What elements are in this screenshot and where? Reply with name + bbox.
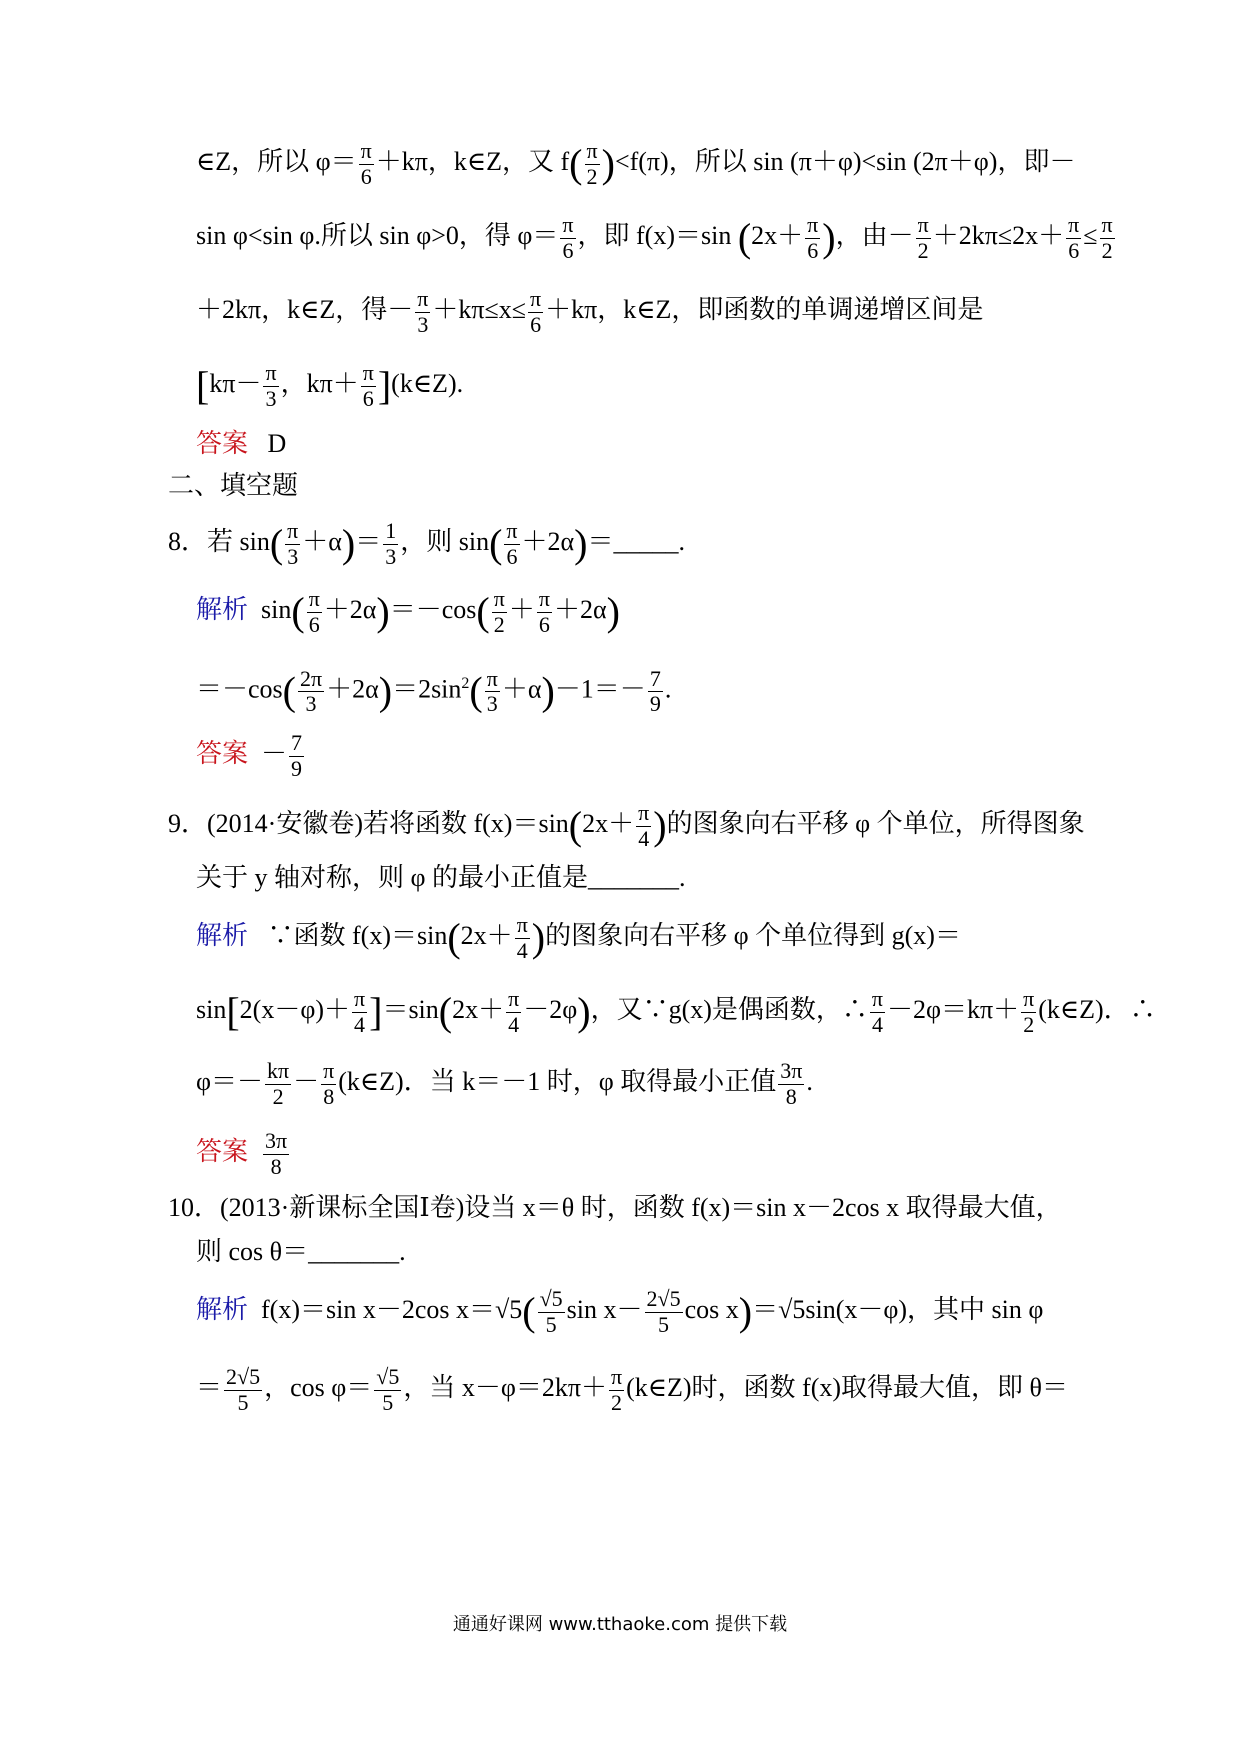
solution-8-line-1: 解析 sin( $\frac{\pi}{6}$ ＋2α)＝－cos( $\frac{\pi}{2}$ ＋ $\frac{\pi}{6}$ ＋2α): [196, 586, 620, 637]
solution-line-1: ∈Z，所以 φ＝ $\frac{\pi}{6}$ ＋kπ，k∈Z，又 f( $\frac{\pi}{2}$ )<f(π)，所以 sin (π＋φ)<sin (2π＋φ)，即－: [196, 138, 1076, 189]
solution-line-4: [kπ－ $\frac{\pi}{3}$ ，kπ＋ $\frac{\pi}{6}$ ](k∈Z).: [196, 360, 464, 411]
solution-10-line-1: 解析 f(x)＝sin x－2cos x＝√5( $\frac{√5}{5}$ sin x－ $\frac{2√5}{5}$ cos x)＝√5sin(x－φ)，其中 sin φ: [196, 1286, 1044, 1337]
page-footer: 通通好课网 www.tthaoke.com 提供下载: [452, 1614, 788, 1635]
solution-9-line-3: φ＝－ $\frac{k\pi}{2}$ － $\frac{\pi}{8}$ (k∈Z)．当 k＝－1 时，φ 取得最小正值 $\frac{3\pi}{8}$ .: [196, 1058, 813, 1109]
solution-10-line-2: ＝ $\frac{2√5}{5}$ ，cos φ＝ $\frac{√5}{5}$ ，当 x－φ＝2kπ＋ $\frac{\pi}{2}$ (k∈Z)时，函数 f(x)取得最大值，即 θ＝: [196, 1364, 1068, 1415]
solution-line-3: ＋2kπ，k∈Z，得－ $\frac{\pi}{3}$ ＋kπ≤x≤ $\frac{\pi}{6}$ ＋kπ，k∈Z，即函数的单调递增区间是: [196, 286, 984, 337]
answer-label: 答案: [196, 739, 249, 768]
question-8: 8．若 sin( $\frac{\pi}{3}$ ＋α)＝ $\frac{1}{3}$ ，则 sin( $\frac{\pi}{6}$ ＋2α)＝_____.: [168, 518, 685, 569]
question-9-line-1: 9．(2014·安徽卷)若将函数 f(x)＝sin(2x＋ $\frac{\pi}{4}$ )的图象向右平移 φ 个单位，所得图象: [168, 800, 1085, 851]
question-10-line-1: 10．(2013·新课标全国Ⅰ卷)设当 x＝θ 时，函数 f(x)＝sin x－2cos x 取得最大值，: [168, 1193, 1062, 1222]
solution-label: 解析: [196, 1295, 249, 1324]
answer-label: 答案: [196, 429, 249, 458]
section-heading: 二、填空题: [168, 471, 299, 500]
solution-label: 解析: [196, 595, 249, 624]
solution-label: 解析: [196, 921, 249, 950]
answer-8: 答案 － $\frac{7}{9}$: [196, 730, 303, 781]
solution-8-line-2: ＝－cos( $\frac{2\pi}{3}$ $+2\alpha)=2\sin^2$( $\frac{\pi}{3}$ ＋α)－1＝－ $\frac{7}{9}$ .: [196, 666, 672, 717]
answer-7: 答案 D: [196, 429, 287, 458]
answer-9: 答案 $\frac{3\pi}{8}$: [196, 1128, 288, 1179]
fraction: $\frac{\pi}{6}$: [360, 138, 372, 189]
solution-9-line-1: 解析 ∵函数 f(x)＝sin(2x＋ $\frac{\pi}{4}$ )的图象向右平移 φ 个单位得到 g(x)＝: [196, 912, 961, 963]
solution-line-2: sin φ<sin φ.所以 sin φ>0，得 φ＝ $\frac{\pi}{6}$ ，即 f(x)＝sin (2x＋ $\frac{\pi}{6}$ )，由－ $\frac{\pi}{2}$ ＋2kπ≤2x＋ $\frac{\pi}{6}$ ≤ $\frac{\pi}{2}$: [196, 212, 1113, 263]
answer-label: 答案: [196, 1137, 249, 1166]
question-9-line-2: 关于 y 轴对称，则 φ 的最小正值是_______.: [196, 863, 686, 892]
question-10-line-2: 则 cos θ＝_______.: [196, 1237, 406, 1266]
solution-9-line-2: sin[2(x－φ)＋ $\frac{\pi}{4}$ ]＝sin(2x＋ $\frac{\pi}{4}$ －2φ)，又∵g(x)是偶函数，∴ $\frac{\pi}{4}$ －2φ＝kπ＋ $\frac{\pi}{2}$ (k∈Z)．∴: [196, 986, 1156, 1037]
